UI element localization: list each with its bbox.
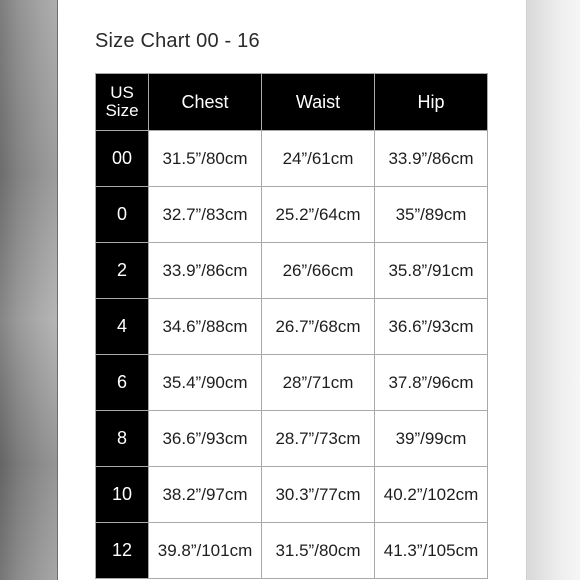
waist-cell: 26.7”/68cm — [262, 299, 375, 355]
size-cell: 0 — [96, 187, 149, 243]
table-row — [96, 299, 488, 355]
waist-cell: 28.7”/73cm — [262, 411, 375, 467]
background-shadow — [0, 0, 60, 580]
header-us-size — [96, 74, 149, 131]
size-cell: 8 — [96, 411, 149, 467]
chest-cell: 32.7”/83cm — [149, 187, 262, 243]
waist-cell: 24”/61cm — [262, 131, 375, 187]
header-us-size-line1: US — [110, 83, 134, 102]
waist-cell: 28”/71cm — [262, 355, 375, 411]
hip-cell: 37.8”/96cm — [375, 355, 488, 411]
header-us-size-line2: Size — [105, 101, 139, 120]
chest-cell: 35.4”/90cm — [149, 355, 262, 411]
chest-cell: 38.2”/97cm — [149, 467, 262, 523]
chest-cell: 34.6”/88cm — [149, 299, 262, 355]
hip-cell: 33.9”/86cm — [375, 131, 488, 187]
chest-cell: 31.5”/80cm — [149, 131, 262, 187]
size-cell: 10 — [96, 467, 149, 523]
table-row — [96, 411, 488, 467]
waist-cell: 31.5”/80cm — [262, 523, 375, 579]
chest-cell: 33.9”/86cm — [149, 243, 262, 299]
waist-cell: 25.2”/64cm — [262, 187, 375, 243]
header-hip: Hip — [375, 74, 488, 131]
hip-cell: 35”/89cm — [375, 187, 488, 243]
hip-cell: 41.3”/105cm — [375, 523, 488, 579]
table-row — [96, 131, 488, 187]
size-chart-table — [95, 73, 488, 579]
chest-cell: 36.6”/93cm — [149, 411, 262, 467]
size-cell: 12 — [96, 523, 149, 579]
hip-cell: 39”/99cm — [375, 411, 488, 467]
table-header-row — [96, 74, 488, 131]
size-cell: 2 — [96, 243, 149, 299]
size-cell: 6 — [96, 355, 149, 411]
hip-cell: 40.2”/102cm — [375, 467, 488, 523]
table-row — [96, 355, 488, 411]
table-row — [96, 243, 488, 299]
size-cell: 4 — [96, 299, 149, 355]
size-cell: 00 — [96, 131, 149, 187]
table-row — [96, 187, 488, 243]
table-row — [96, 523, 488, 579]
chest-cell: 39.8”/101cm — [149, 523, 262, 579]
table-row — [96, 467, 488, 523]
waist-cell: 30.3”/77cm — [262, 467, 375, 523]
hip-cell: 36.6”/93cm — [375, 299, 488, 355]
header-waist: Waist — [262, 74, 375, 131]
hip-cell: 35.8”/91cm — [375, 243, 488, 299]
waist-cell: 26”/66cm — [262, 243, 375, 299]
header-chest: Chest — [149, 74, 262, 131]
page-title: Size Chart 00 - 16 — [95, 30, 260, 52]
